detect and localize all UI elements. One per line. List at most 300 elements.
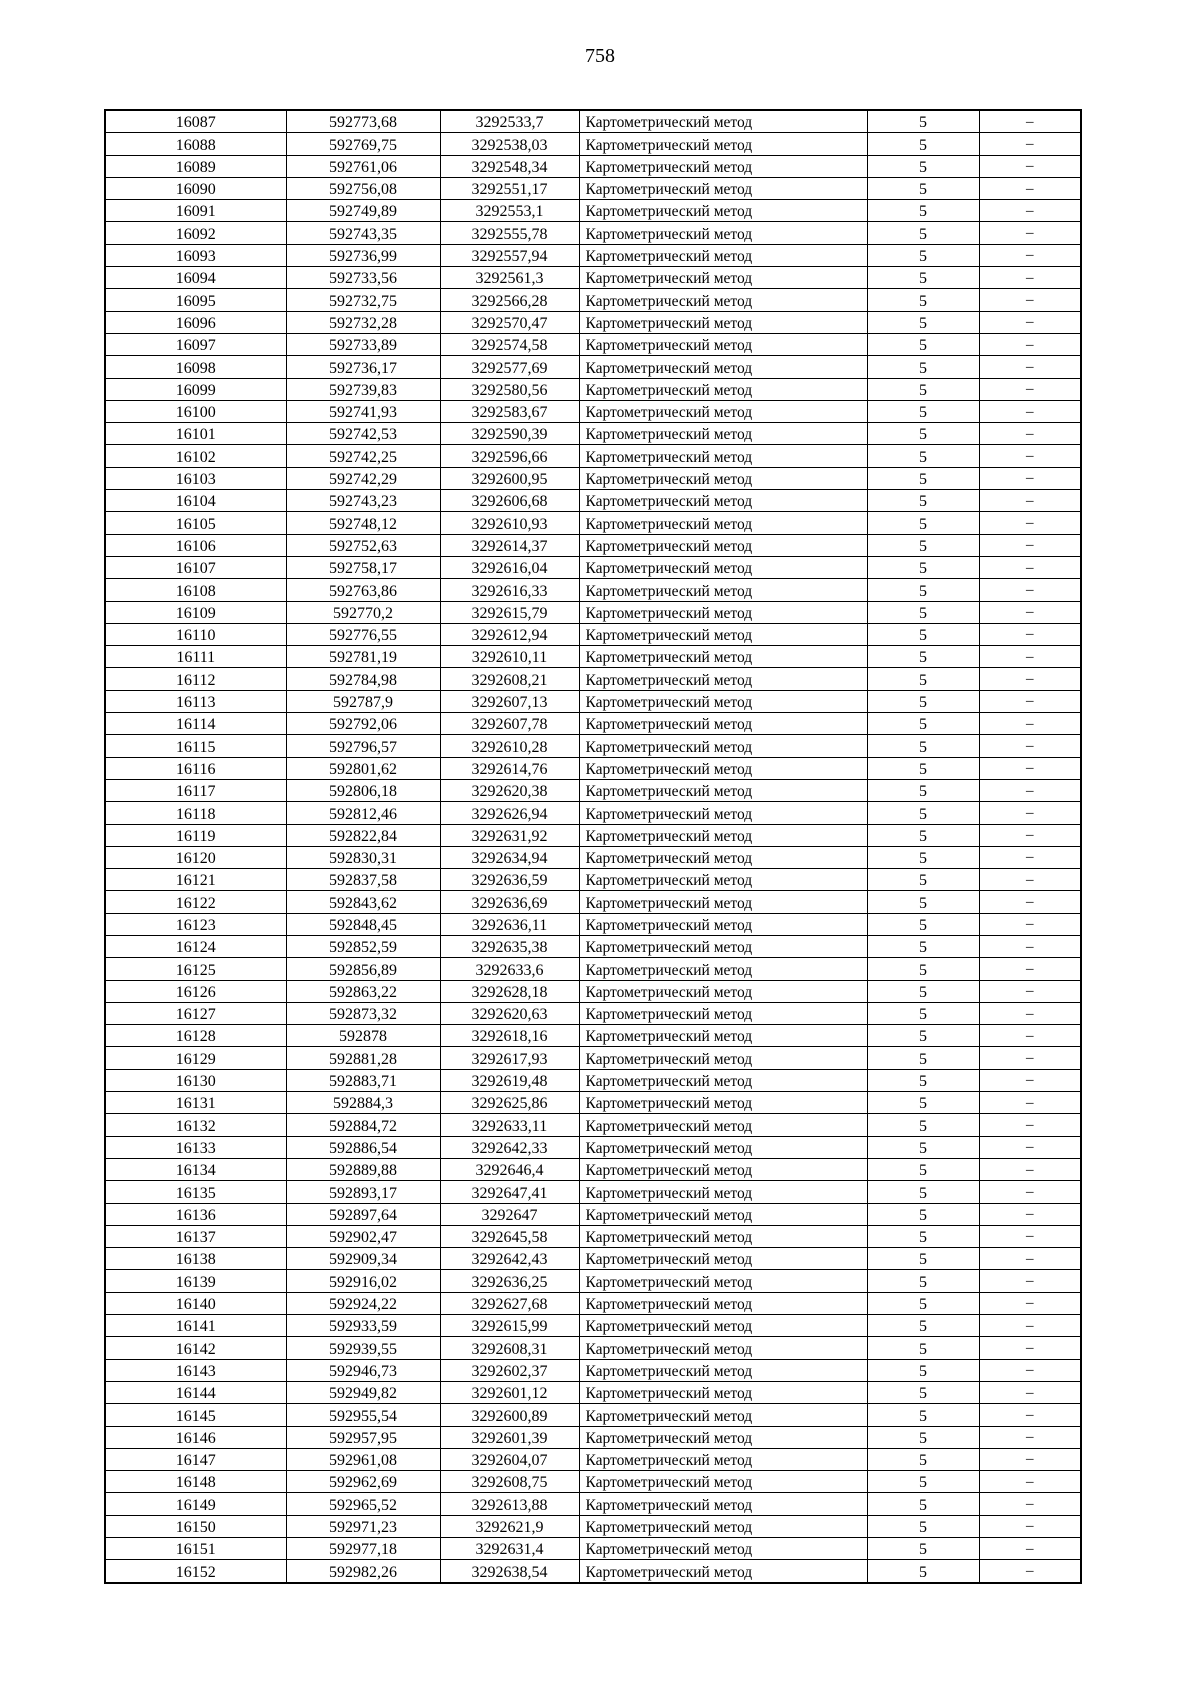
method-cell: Картометрический метод	[579, 891, 867, 913]
x-coordinate-cell: 592806,18	[286, 779, 440, 801]
x-coordinate-cell: 592748,12	[286, 512, 440, 534]
method-cell: Картометрический метод	[579, 1092, 867, 1114]
point-number-cell: 16107	[105, 556, 286, 578]
point-number-cell: 16088	[105, 133, 286, 155]
note-cell: –	[979, 378, 1081, 400]
point-number-cell: 16098	[105, 356, 286, 378]
x-coordinate-cell: 592761,06	[286, 155, 440, 177]
point-number-cell: 16136	[105, 1203, 286, 1225]
table-row	[105, 155, 1081, 177]
accuracy-cell: 5	[867, 200, 979, 222]
method-cell: Картометрический метод	[579, 1538, 867, 1560]
table-row	[105, 824, 1081, 846]
y-coordinate-cell: 3292596,66	[440, 445, 579, 467]
y-coordinate-cell: 3292646,4	[440, 1158, 579, 1180]
note-cell: –	[979, 267, 1081, 289]
method-cell: Картометрический метод	[579, 623, 867, 645]
y-coordinate-cell: 3292647,41	[440, 1181, 579, 1203]
table-row	[105, 735, 1081, 757]
accuracy-cell: 5	[867, 1069, 979, 1091]
accuracy-cell: 5	[867, 1448, 979, 1470]
point-number-cell: 16119	[105, 824, 286, 846]
table-row	[105, 935, 1081, 957]
point-number-cell: 16135	[105, 1181, 286, 1203]
accuracy-cell: 5	[867, 1493, 979, 1515]
x-coordinate-cell: 592837,58	[286, 869, 440, 891]
x-coordinate-cell: 592781,19	[286, 646, 440, 668]
x-coordinate-cell: 592770,2	[286, 601, 440, 623]
y-coordinate-cell: 3292561,3	[440, 267, 579, 289]
accuracy-cell: 5	[867, 1471, 979, 1493]
accuracy-cell: 5	[867, 891, 979, 913]
y-coordinate-cell: 3292620,38	[440, 779, 579, 801]
note-cell: –	[979, 1538, 1081, 1560]
y-coordinate-cell: 3292647	[440, 1203, 579, 1225]
method-cell: Картометрический метод	[579, 133, 867, 155]
accuracy-cell: 5	[867, 980, 979, 1002]
accuracy-cell: 5	[867, 222, 979, 244]
y-coordinate-cell: 3292631,92	[440, 824, 579, 846]
point-number-cell: 16148	[105, 1471, 286, 1493]
point-number-cell: 16123	[105, 913, 286, 935]
accuracy-cell: 5	[867, 1515, 979, 1537]
accuracy-cell: 5	[867, 579, 979, 601]
method-cell: Картометрический метод	[579, 378, 867, 400]
table-row	[105, 467, 1081, 489]
note-cell: –	[979, 846, 1081, 868]
y-coordinate-cell: 3292600,95	[440, 467, 579, 489]
x-coordinate-cell: 592889,88	[286, 1158, 440, 1180]
method-cell: Картометрический метод	[579, 1560, 867, 1583]
y-coordinate-cell: 3292636,69	[440, 891, 579, 913]
point-number-cell: 16104	[105, 490, 286, 512]
x-coordinate-cell: 592736,17	[286, 356, 440, 378]
method-cell: Картометрический метод	[579, 267, 867, 289]
note-cell: –	[979, 556, 1081, 578]
method-cell: Картометрический метод	[579, 1426, 867, 1448]
method-cell: Картометрический метод	[579, 490, 867, 512]
x-coordinate-cell: 592742,25	[286, 445, 440, 467]
y-coordinate-cell: 3292607,78	[440, 713, 579, 735]
note-cell: –	[979, 668, 1081, 690]
note-cell: –	[979, 1002, 1081, 1024]
accuracy-cell: 5	[867, 935, 979, 957]
note-cell: –	[979, 779, 1081, 801]
accuracy-cell: 5	[867, 1404, 979, 1426]
accuracy-cell: 5	[867, 1270, 979, 1292]
y-coordinate-cell: 3292631,4	[440, 1538, 579, 1560]
y-coordinate-cell: 3292608,75	[440, 1471, 579, 1493]
point-number-cell: 16125	[105, 958, 286, 980]
method-cell: Картометрический метод	[579, 1225, 867, 1247]
table-row	[105, 1471, 1081, 1493]
accuracy-cell: 5	[867, 1538, 979, 1560]
method-cell: Картометрический метод	[579, 423, 867, 445]
table-row	[105, 1069, 1081, 1091]
x-coordinate-cell: 592924,22	[286, 1292, 440, 1314]
note-cell: –	[979, 1069, 1081, 1091]
table-row	[105, 445, 1081, 467]
x-coordinate-cell: 592946,73	[286, 1359, 440, 1381]
accuracy-cell: 5	[867, 1181, 979, 1203]
y-coordinate-cell: 3292613,88	[440, 1493, 579, 1515]
y-coordinate-cell: 3292636,11	[440, 913, 579, 935]
accuracy-cell: 5	[867, 1315, 979, 1337]
y-coordinate-cell: 3292636,25	[440, 1270, 579, 1292]
table-row	[105, 110, 1081, 133]
method-cell: Картометрический метод	[579, 690, 867, 712]
point-number-cell: 16100	[105, 400, 286, 422]
method-cell: Картометрический метод	[579, 400, 867, 422]
accuracy-cell: 5	[867, 356, 979, 378]
table-row	[105, 1515, 1081, 1537]
note-cell: –	[979, 177, 1081, 199]
y-coordinate-cell: 3292614,76	[440, 757, 579, 779]
note-cell: –	[979, 1404, 1081, 1426]
table-row	[105, 512, 1081, 534]
y-coordinate-cell: 3292616,33	[440, 579, 579, 601]
point-number-cell: 16090	[105, 177, 286, 199]
point-number-cell: 16097	[105, 333, 286, 355]
method-cell: Картометрический метод	[579, 289, 867, 311]
method-cell: Картометрический метод	[579, 556, 867, 578]
note-cell: –	[979, 646, 1081, 668]
table-row	[105, 1002, 1081, 1024]
accuracy-cell: 5	[867, 623, 979, 645]
point-number-cell: 16143	[105, 1359, 286, 1381]
x-coordinate-cell: 592893,17	[286, 1181, 440, 1203]
x-coordinate-cell: 592739,83	[286, 378, 440, 400]
point-number-cell: 16087	[105, 110, 286, 133]
point-number-cell: 16146	[105, 1426, 286, 1448]
y-coordinate-cell: 3292566,28	[440, 289, 579, 311]
note-cell: –	[979, 1136, 1081, 1158]
accuracy-cell: 5	[867, 155, 979, 177]
y-coordinate-cell: 3292618,16	[440, 1025, 579, 1047]
accuracy-cell: 5	[867, 1158, 979, 1180]
note-cell: –	[979, 1203, 1081, 1225]
point-number-cell: 16151	[105, 1538, 286, 1560]
accuracy-cell: 5	[867, 311, 979, 333]
y-coordinate-cell: 3292617,93	[440, 1047, 579, 1069]
note-cell: –	[979, 200, 1081, 222]
y-coordinate-cell: 3292606,68	[440, 490, 579, 512]
note-cell: –	[979, 244, 1081, 266]
y-coordinate-cell: 3292620,63	[440, 1002, 579, 1024]
table-row	[105, 913, 1081, 935]
point-number-cell: 16124	[105, 935, 286, 957]
table-row	[105, 356, 1081, 378]
table-row	[105, 891, 1081, 913]
point-number-cell: 16094	[105, 267, 286, 289]
y-coordinate-cell: 3292627,68	[440, 1292, 579, 1314]
point-number-cell: 16127	[105, 1002, 286, 1024]
method-cell: Картометрический метод	[579, 333, 867, 355]
x-coordinate-cell: 592949,82	[286, 1381, 440, 1403]
x-coordinate-cell: 592884,72	[286, 1114, 440, 1136]
note-cell: –	[979, 534, 1081, 556]
accuracy-cell: 5	[867, 1359, 979, 1381]
point-number-cell: 16113	[105, 690, 286, 712]
x-coordinate-cell: 592763,86	[286, 579, 440, 601]
y-coordinate-cell: 3292533,7	[440, 110, 579, 133]
method-cell: Картометрический метод	[579, 846, 867, 868]
accuracy-cell: 5	[867, 824, 979, 846]
table-row	[105, 222, 1081, 244]
accuracy-cell: 5	[867, 1114, 979, 1136]
x-coordinate-cell: 592852,59	[286, 935, 440, 957]
note-cell: –	[979, 980, 1081, 1002]
x-coordinate-cell: 592792,06	[286, 713, 440, 735]
point-number-cell: 16105	[105, 512, 286, 534]
note-cell: –	[979, 1047, 1081, 1069]
y-coordinate-cell: 3292590,39	[440, 423, 579, 445]
point-number-cell: 16101	[105, 423, 286, 445]
method-cell: Картометрический метод	[579, 869, 867, 891]
point-number-cell: 16137	[105, 1225, 286, 1247]
y-coordinate-cell: 3292614,37	[440, 534, 579, 556]
note-cell: –	[979, 891, 1081, 913]
point-number-cell: 16147	[105, 1448, 286, 1470]
note-cell: –	[979, 289, 1081, 311]
method-cell: Картометрический метод	[579, 824, 867, 846]
x-coordinate-cell: 592863,22	[286, 980, 440, 1002]
point-number-cell: 16096	[105, 311, 286, 333]
x-coordinate-cell: 592769,75	[286, 133, 440, 155]
note-cell: –	[979, 869, 1081, 891]
table-row	[105, 1114, 1081, 1136]
method-cell: Картометрический метод	[579, 1025, 867, 1047]
y-coordinate-cell: 3292633,6	[440, 958, 579, 980]
method-cell: Картометрический метод	[579, 1002, 867, 1024]
x-coordinate-cell: 592856,89	[286, 958, 440, 980]
accuracy-cell: 5	[867, 490, 979, 512]
y-coordinate-cell: 3292602,37	[440, 1359, 579, 1381]
note-cell: –	[979, 713, 1081, 735]
x-coordinate-cell: 592957,95	[286, 1426, 440, 1448]
accuracy-cell: 5	[867, 713, 979, 735]
point-number-cell: 16138	[105, 1248, 286, 1270]
method-cell: Картометрический метод	[579, 222, 867, 244]
method-cell: Картометрический метод	[579, 445, 867, 467]
note-cell: –	[979, 1381, 1081, 1403]
accuracy-cell: 5	[867, 445, 979, 467]
method-cell: Картометрический метод	[579, 980, 867, 1002]
y-coordinate-cell: 3292621,9	[440, 1515, 579, 1537]
y-coordinate-cell: 3292610,93	[440, 512, 579, 534]
point-number-cell: 16114	[105, 713, 286, 735]
y-coordinate-cell: 3292607,13	[440, 690, 579, 712]
point-number-cell: 16141	[105, 1315, 286, 1337]
table-row	[105, 668, 1081, 690]
table-row	[105, 1047, 1081, 1069]
x-coordinate-cell: 592848,45	[286, 913, 440, 935]
x-coordinate-cell: 592732,28	[286, 311, 440, 333]
accuracy-cell: 5	[867, 1225, 979, 1247]
accuracy-cell: 5	[867, 177, 979, 199]
x-coordinate-cell: 592909,34	[286, 1248, 440, 1270]
method-cell: Картометрический метод	[579, 244, 867, 266]
accuracy-cell: 5	[867, 1381, 979, 1403]
x-coordinate-cell: 592756,08	[286, 177, 440, 199]
y-coordinate-cell: 3292608,31	[440, 1337, 579, 1359]
table-row	[105, 1381, 1081, 1403]
note-cell: –	[979, 1114, 1081, 1136]
method-cell: Картометрический метод	[579, 1471, 867, 1493]
y-coordinate-cell: 3292634,94	[440, 846, 579, 868]
method-cell: Картометрический метод	[579, 1315, 867, 1337]
method-cell: Картометрический метод	[579, 935, 867, 957]
accuracy-cell: 5	[867, 1426, 979, 1448]
method-cell: Картометрический метод	[579, 1359, 867, 1381]
table-row	[105, 400, 1081, 422]
x-coordinate-cell: 592742,53	[286, 423, 440, 445]
note-cell: –	[979, 1158, 1081, 1180]
point-number-cell: 16106	[105, 534, 286, 556]
accuracy-cell: 5	[867, 512, 979, 534]
accuracy-cell: 5	[867, 556, 979, 578]
point-number-cell: 16109	[105, 601, 286, 623]
table-row	[105, 1225, 1081, 1247]
method-cell: Картометрический метод	[579, 1337, 867, 1359]
table-row	[105, 869, 1081, 891]
table-row	[105, 1092, 1081, 1114]
y-coordinate-cell: 3292635,38	[440, 935, 579, 957]
x-coordinate-cell: 592982,26	[286, 1560, 440, 1583]
x-coordinate-cell: 592741,93	[286, 400, 440, 422]
point-number-cell: 16110	[105, 623, 286, 645]
point-number-cell: 16091	[105, 200, 286, 222]
table-row	[105, 1136, 1081, 1158]
accuracy-cell: 5	[867, 690, 979, 712]
note-cell: –	[979, 1315, 1081, 1337]
note-cell: –	[979, 1493, 1081, 1515]
table-row	[105, 1493, 1081, 1515]
method-cell: Картометрический метод	[579, 356, 867, 378]
method-cell: Картометрический метод	[579, 1114, 867, 1136]
note-cell: –	[979, 1471, 1081, 1493]
point-number-cell: 16118	[105, 802, 286, 824]
note-cell: –	[979, 958, 1081, 980]
table-row	[105, 534, 1081, 556]
point-number-cell: 16132	[105, 1114, 286, 1136]
note-cell: –	[979, 356, 1081, 378]
table-row	[105, 177, 1081, 199]
point-number-cell: 16144	[105, 1381, 286, 1403]
y-coordinate-cell: 3292628,18	[440, 980, 579, 1002]
point-number-cell: 16115	[105, 735, 286, 757]
note-cell: –	[979, 110, 1081, 133]
point-number-cell: 16093	[105, 244, 286, 266]
y-coordinate-cell: 3292610,11	[440, 646, 579, 668]
x-coordinate-cell: 592939,55	[286, 1337, 440, 1359]
point-number-cell: 16134	[105, 1158, 286, 1180]
table-row	[105, 423, 1081, 445]
y-coordinate-cell: 3292548,34	[440, 155, 579, 177]
table-row	[105, 1337, 1081, 1359]
y-coordinate-cell: 3292625,86	[440, 1092, 579, 1114]
y-coordinate-cell: 3292604,07	[440, 1448, 579, 1470]
method-cell: Картометрический метод	[579, 200, 867, 222]
table-row	[105, 779, 1081, 801]
y-coordinate-cell: 3292580,56	[440, 378, 579, 400]
point-number-cell: 16131	[105, 1092, 286, 1114]
note-cell: –	[979, 913, 1081, 935]
table-row	[105, 1181, 1081, 1203]
x-coordinate-cell: 592732,75	[286, 289, 440, 311]
accuracy-cell: 5	[867, 802, 979, 824]
note-cell: –	[979, 1292, 1081, 1314]
note-cell: –	[979, 1270, 1081, 1292]
point-number-cell: 16103	[105, 467, 286, 489]
accuracy-cell: 5	[867, 1025, 979, 1047]
method-cell: Картометрический метод	[579, 1181, 867, 1203]
note-cell: –	[979, 1359, 1081, 1381]
accuracy-cell: 5	[867, 267, 979, 289]
table-row	[105, 289, 1081, 311]
note-cell: –	[979, 222, 1081, 244]
x-coordinate-cell: 592933,59	[286, 1315, 440, 1337]
x-coordinate-cell: 592916,02	[286, 1270, 440, 1292]
y-coordinate-cell: 3292619,48	[440, 1069, 579, 1091]
method-cell: Картометрический метод	[579, 1203, 867, 1225]
y-coordinate-cell: 3292557,94	[440, 244, 579, 266]
note-cell: –	[979, 1515, 1081, 1537]
x-coordinate-cell: 592843,62	[286, 891, 440, 913]
note-cell: –	[979, 1248, 1081, 1270]
x-coordinate-cell: 592743,35	[286, 222, 440, 244]
method-cell: Картометрический метод	[579, 1515, 867, 1537]
y-coordinate-cell: 3292601,39	[440, 1426, 579, 1448]
point-number-cell: 16133	[105, 1136, 286, 1158]
note-cell: –	[979, 1337, 1081, 1359]
table-row	[105, 1270, 1081, 1292]
y-coordinate-cell: 3292583,67	[440, 400, 579, 422]
note-cell: –	[979, 1181, 1081, 1203]
coordinates-table-body	[105, 110, 1081, 1583]
method-cell: Картометрический метод	[579, 1381, 867, 1403]
table-row	[105, 1538, 1081, 1560]
point-number-cell: 16130	[105, 1069, 286, 1091]
method-cell: Картометрический метод	[579, 534, 867, 556]
point-number-cell: 16139	[105, 1270, 286, 1292]
point-number-cell: 16108	[105, 579, 286, 601]
point-number-cell: 16149	[105, 1493, 286, 1515]
y-coordinate-cell: 3292553,1	[440, 200, 579, 222]
y-coordinate-cell: 3292626,94	[440, 802, 579, 824]
note-cell: –	[979, 757, 1081, 779]
accuracy-cell: 5	[867, 1248, 979, 1270]
accuracy-cell: 5	[867, 423, 979, 445]
method-cell: Картометрический метод	[579, 913, 867, 935]
method-cell: Картометрический метод	[579, 1069, 867, 1091]
table-row	[105, 646, 1081, 668]
page-number: 758	[585, 45, 615, 67]
x-coordinate-cell: 592977,18	[286, 1538, 440, 1560]
note-cell: –	[979, 1225, 1081, 1247]
method-cell: Картометрический метод	[579, 713, 867, 735]
y-coordinate-cell: 3292551,17	[440, 177, 579, 199]
accuracy-cell: 5	[867, 958, 979, 980]
y-coordinate-cell: 3292642,33	[440, 1136, 579, 1158]
accuracy-cell: 5	[867, 333, 979, 355]
note-cell: –	[979, 423, 1081, 445]
note-cell: –	[979, 601, 1081, 623]
x-coordinate-cell: 592736,99	[286, 244, 440, 266]
y-coordinate-cell: 3292538,03	[440, 133, 579, 155]
table-row	[105, 1560, 1081, 1583]
point-number-cell: 16095	[105, 289, 286, 311]
